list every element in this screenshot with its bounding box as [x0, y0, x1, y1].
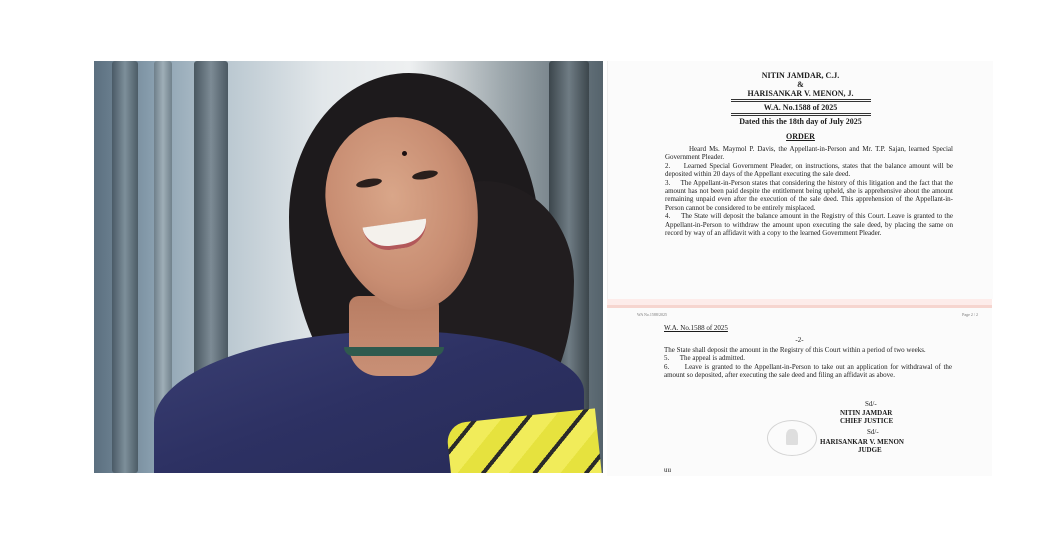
court-seal	[767, 420, 817, 456]
tree-trunk	[112, 61, 138, 473]
paragraph: 2. Learned Special Government Pleader, on instructions, states that the balance amount will be deposited within 20 days of the Appellant executing the sale deed.	[665, 161, 953, 179]
signatory-title: JUDGE	[858, 445, 882, 454]
case-number: W.A. No.1588 of 2025	[664, 324, 728, 332]
double-rule	[731, 99, 871, 102]
signatory-name: HARISANKAR V. MENON	[820, 438, 904, 446]
judge-name: NITIN JAMDAR, C.J.	[761, 71, 840, 80]
paragraph: 6. Leave is granted to the Appellant-in-Person to take out an application for withdrawal of the amount so deposited, after executing the sale deed and filing an affidavit as above.	[664, 362, 952, 380]
judge-name: HARISANKAR V. MENON, J.	[747, 89, 854, 98]
typist-initials: uu	[664, 466, 671, 474]
header-case-ref: WA No.1588/2025	[637, 312, 667, 317]
order-date: Dated this the 18th day of July 2025	[739, 117, 862, 126]
portrait-photo	[94, 61, 603, 473]
paragraph: Heard Ms. Maymol P. Davis, the Appellant-in-Person and Mr. T.P. Sajan, learned Special Government Pleader.	[665, 145, 953, 162]
page-number: -2-	[795, 336, 804, 344]
signatory-block	[820, 439, 904, 454]
green-choker	[344, 347, 444, 356]
page-header	[607, 308, 992, 324]
order-page-1	[607, 61, 993, 299]
signature-mark: Sd/-	[865, 400, 877, 408]
ampersand: &	[797, 80, 804, 89]
order-title: ORDER	[786, 132, 815, 141]
order-body	[607, 344, 992, 380]
news-composite-image	[94, 61, 992, 473]
paragraph: 4. The State will deposit the balance amount in the Registry of this Court. Leave is granted to the Appellant-in-Person to withdraw the amount upon executing the sale deed, by placing the same on record by way of an affidavit with a copy to the learned Government Pleader.	[665, 212, 953, 238]
paragraph: 3. The Appellant-in-Person states that considering the history of this litigation and the fact that the amount has not been paid despite the entitlement being upheld, she is apprehensive about the amount remaining unpaid even after the execution of the sale deed. This apprehension of the Appellant-in-Person cannot be considered to be entirely misplaced.	[665, 178, 953, 212]
bindi	[402, 151, 407, 156]
header-page-count: Page 2 / 2	[962, 312, 978, 317]
paragraph: 5. The appeal is admitted.	[664, 354, 746, 363]
signatory-block	[840, 410, 893, 425]
paragraph: The State shall deposit the amount in the Registry of this Court within a period of two weeks.	[664, 346, 926, 354]
case-number: W.A. No.1588 of 2025	[763, 103, 838, 112]
order-body	[608, 145, 993, 237]
signatory-name: NITIN JAMDAR	[840, 409, 893, 417]
order-page-2	[607, 305, 992, 476]
double-rule	[731, 113, 871, 116]
court-order-document	[607, 61, 992, 473]
signatory-title: CHIEF JUSTICE	[840, 416, 894, 425]
signature-mark: Sd/-	[867, 428, 879, 436]
emblem-icon	[786, 429, 798, 445]
